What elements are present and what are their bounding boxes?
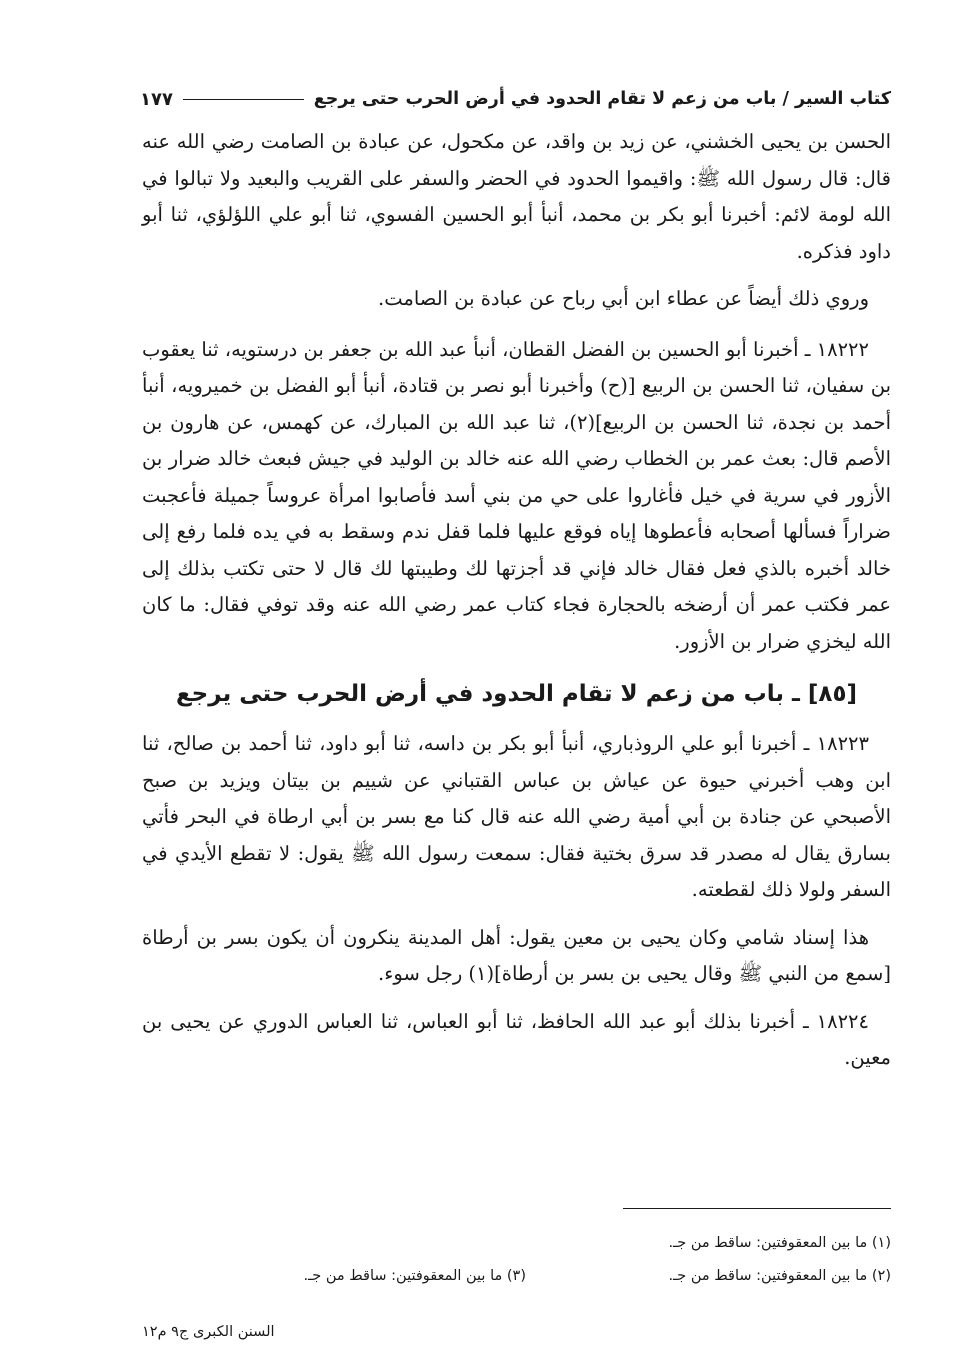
footnote-2: (٢) ما بين المعقوفتين: ساقط من جـ. bbox=[668, 1268, 891, 1284]
running-header bbox=[140, 82, 891, 116]
printer-signature: السنن الكبرى ج٩ م١٢ bbox=[142, 1324, 275, 1340]
hadith-18222: ١٨٢٢٢ ـ أخبرنا أبو الحسين بن الفضل القطان، أنبأ عبد الله بن جعفر بن درستويه، ثنا يعقوب بن سفيان، ثنا الحسن بن الربيع [(ح) وأخبرنا أبو نصر بن قتادة، أنبأ أبو الفضل بن خميرويه، أنبأ أحمد بن نجدة، ثنا الحسن بن الربيع](٢)، ثنا عبد الله بن المبارك، عن كهمس، عن هارون بن الأصم قال: بعث عمر بن الخطاب رضي الله عنه خالد بن الوليد في جيش فبعث خالد ضرار بن الأزور في سرية في خيل فأغاروا على حي من بني أسد فأصابوا امرأة عروساً جميلة فأعجبت ضراراً فسألها أصحابه فأعطوها إياه فوقع عليها فلما قفل ندم وسقط به في يده فلما رفع إلى خالد أخبره بالذي فعل فقال خالد فإني قد أجزتها لك وطيبتها لك قال لا حتى تكتب بذلك إلى عمر فكتب عمر أن أرضخه بالحجارة فجاء كتاب عمر رضي الله عنه وقد توفي فقال: ما كان الله ليخزي ضرار بن الأزور. bbox=[142, 337, 891, 653]
footnote-1: (١) ما بين المعقوفتين: ساقط من جـ. bbox=[668, 1235, 891, 1251]
page-number: ١٧٧ bbox=[140, 88, 173, 110]
footnote-row bbox=[142, 1227, 891, 1260]
chapter-heading: [٨٥] ـ باب من زعم لا تقام الحدود في أرض الحرب حتى يرجع bbox=[175, 681, 858, 707]
main-text bbox=[142, 124, 891, 1077]
paragraph-note-ata: وروي ذلك أيضاً عن عطاء ابن أبي رباح عن عبادة بن الصامت. bbox=[378, 287, 869, 310]
hadith-18224: ١٨٢٢٤ ـ أخبرنا بذلك أبو عبد الله الحافظ، ثنا أبو العباس، ثنا العباس الدوري عن يحيى بن معين. bbox=[142, 1009, 891, 1069]
footnote-row bbox=[142, 1260, 891, 1293]
footnote-3: (٣) ما بين المعقوفتين: ساقط من جـ. bbox=[303, 1268, 526, 1284]
header-title: كتاب السير / باب من زعم لا تقام الحدود في أرض الحرب حتى يرجع bbox=[313, 89, 891, 109]
header-rule bbox=[183, 99, 304, 100]
footnotes bbox=[142, 1227, 891, 1293]
hadith-18223: ١٨٢٢٣ ـ أخبرنا أبو علي الروذباري، أنبأ أبو بكر بن داسه، ثنا أبو داود، ثنا أحمد بن صالح، ثنا ابن وهب أخبرني حيوة عن عياش بن عباس القتباني عن شييم بن بيتان ويزيد بن صبح الأصبحي عن جنادة بن أبي أمية رضي الله عنه قال كنا مع بسر بن أبي ارطاة في البحر فأتي بسارق يقال له مصدر قد سرق بختية فقال: سمعت رسول الله ﷺ يقول: لا تقطع الأيدي في السفر ولولا ذلك لقطعته. bbox=[142, 732, 891, 901]
paragraph-continuation: الحسن بن يحيى الخشني، عن زيد بن واقد، عن مكحول، عن عبادة بن الصامت رضي الله عنه قال: قال رسول الله ﷺ: واقيموا الحدود في الحضر والسفر على القريب والبعيد ولا تبالوا في الله لومة لائم: أخبرنا أبو بكر بن محمد، أنبأ أبو الحسين الفسوي، ثنا أبو علي اللؤلؤي، ثنا أبو داود فذكره. bbox=[142, 130, 891, 263]
paragraph-isnad-comment: هذا إسناد شامي وكان يحيى بن معين يقول: أهل المدينة ينكرون أن يكون بسر بن أرطاة [سمع من النبي ﷺ وقال يحيى بن بسر بن أرطاة](١) رجل سوء. bbox=[142, 925, 891, 985]
footnote-divider bbox=[623, 1208, 891, 1209]
